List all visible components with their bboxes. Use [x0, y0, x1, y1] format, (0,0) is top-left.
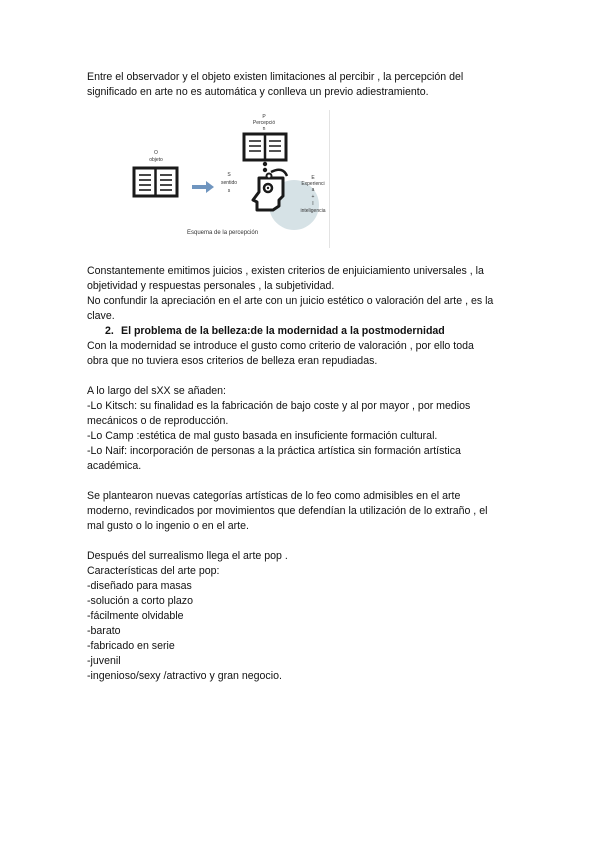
text-line: objetividad y respuestas personales , la subjetividad.: [87, 280, 335, 292]
section-heading: [87, 324, 517, 339]
figure-caption: Esquema de la percepción: [187, 230, 259, 236]
list-item: -fabricado en serie: [87, 640, 175, 652]
perception-diagram: [96, 112, 332, 250]
text-line: No confundir la apreciación en el arte con un juicio estético o valoración del arte , es la: [87, 295, 494, 307]
body-text: [87, 264, 517, 684]
objeto-label-letter: O: [154, 150, 158, 156]
section-title: El problema de la belleza:de la modernidad a la postmodernidad: [121, 325, 445, 337]
text-line: mal gusto o lo ingenio o en el arte.: [87, 520, 249, 532]
arrow-right-icon: [192, 181, 214, 193]
open-book-icon: [244, 134, 286, 160]
dots-connector-icon: [263, 162, 267, 172]
list-item: -juvenil: [87, 655, 121, 667]
experiencia-label-end: a: [311, 187, 315, 193]
text-line: Se plantearon nuevas categorías artísticas de lo feo como admisibles en el arte: [87, 490, 461, 502]
sentidos-label-end: s: [227, 188, 231, 194]
section-number: 2.: [105, 325, 114, 337]
text-line: Después del surrealismo llega el arte pop .: [87, 550, 288, 562]
list-item: -diseñado para masas: [87, 580, 192, 592]
sentidos-letter: S: [227, 172, 231, 178]
text-line: -Lo Naif: incorporación de personas a la práctica artística sin formación artística: [87, 445, 461, 457]
inteligencia-letter: I: [312, 201, 314, 207]
list-item: -fácilmente olvidable: [87, 610, 184, 622]
list-item: -ingenioso/sexy /atractivo y gran negocio.: [87, 670, 282, 682]
text-line: significado en arte no es automática y conlleva un previo adiestramiento.: [87, 86, 429, 98]
percepcion-label-end: n: [262, 126, 266, 132]
text-line: -Lo Camp :estética de mal gusto basada en insuficiente formación cultural.: [87, 430, 438, 442]
text-line: Constantemente emitimos juicios , existen criterios de enjuiciamiento universales , la: [87, 265, 484, 277]
experiencia-letter: E: [311, 175, 315, 181]
text-line: obra que no tuviera esos criterios de belleza eran repudiadas.: [87, 355, 378, 367]
list-item: -barato: [87, 625, 121, 637]
sentidos-label: sentido: [220, 180, 238, 186]
inteligencia-label: inteligencia: [300, 208, 326, 214]
text-line: clave.: [87, 310, 115, 322]
intro-paragraph: [87, 70, 517, 100]
text-line: Con la modernidad se introduce el gusto como criterio de valoración , por ello toda: [87, 340, 474, 352]
text-line: académica.: [87, 460, 142, 472]
objeto-label: objeto: [149, 157, 163, 163]
list-item: -solución a corto plazo: [87, 595, 193, 607]
text-line: mecánicos o de reproducción.: [87, 415, 229, 427]
text-line: moderno, revindicados por movimientos que defendían la utilización de lo extraño , el: [87, 505, 488, 517]
plus-sign: +: [311, 194, 315, 200]
percepcion-label: Percepció: [252, 120, 276, 126]
text-line: Características del arte pop:: [87, 565, 220, 577]
text-line: A lo largo del sXX se añaden:: [87, 385, 226, 397]
text-line: Entre el observador y el objeto existen limitaciones al percibir , la percepción del: [87, 71, 464, 83]
open-book-icon: [134, 168, 177, 196]
experiencia-label: Experienci: [301, 181, 325, 187]
text-line: -Lo Kitsch: su finalidad es la fabricación de bajo coste y al por mayor , por medios: [87, 400, 471, 412]
percepcion-letter: P: [262, 114, 266, 120]
